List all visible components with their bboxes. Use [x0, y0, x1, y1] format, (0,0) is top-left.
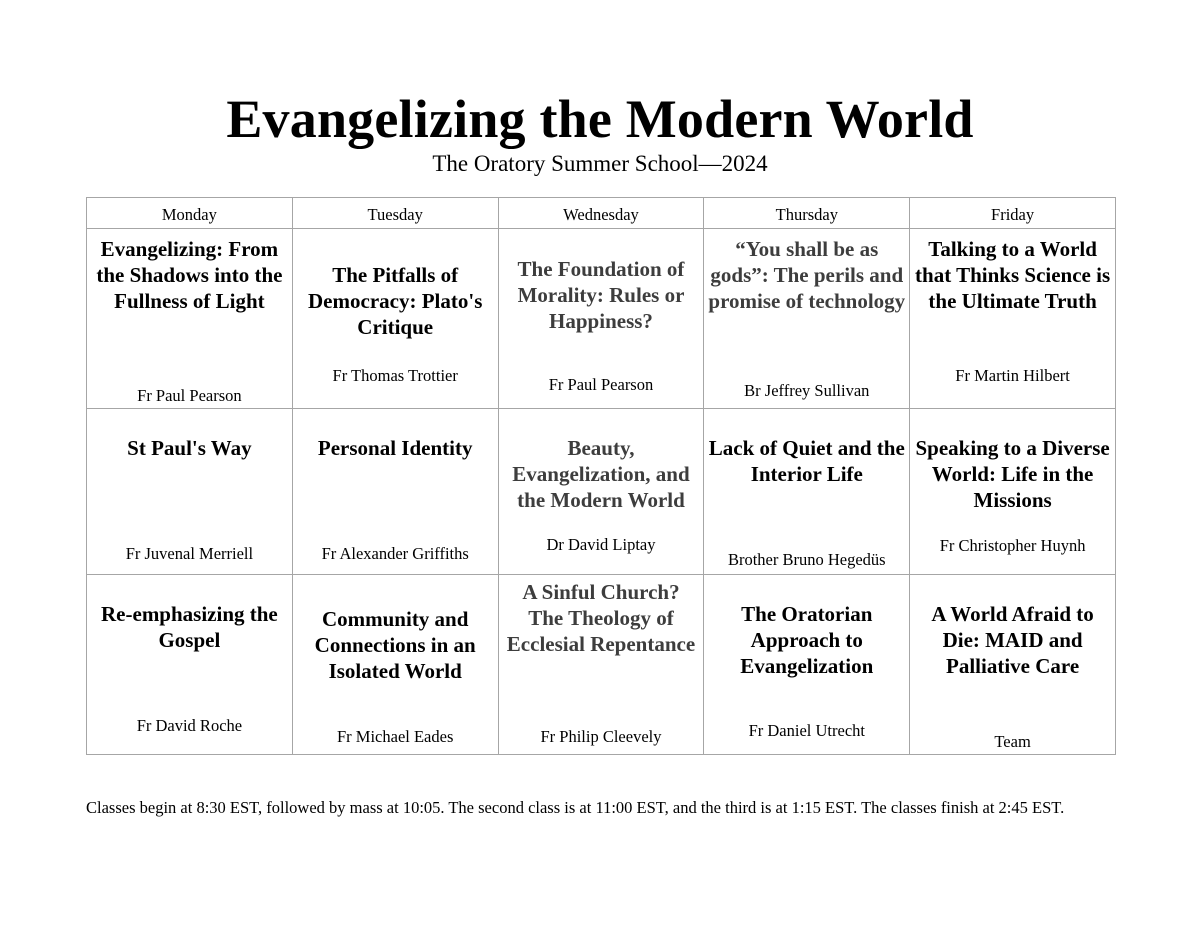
lecturer-name: Fr Michael Eades [337, 727, 454, 746]
lecturer-name: Fr Paul Pearson [548, 375, 654, 394]
course-title: Evangelizing: From the Shadows into the Fullness of Light [96, 237, 283, 313]
course-title: Speaking to a Diverse World: Life in the Missions [915, 436, 1110, 512]
lecturer-name: Fr Juvenal Merriell [125, 544, 254, 563]
lecturer-name: Fr David Roche [136, 716, 243, 735]
schedule-cell [910, 409, 1116, 575]
schedule-cell [292, 229, 498, 409]
class-row-3 [87, 575, 1116, 755]
schedule-cell [704, 575, 910, 755]
schedule-cell [498, 229, 704, 409]
course-title: Beauty, Evangelization, and the Modern World [512, 436, 690, 512]
course-title: The Oratorian Approach to Evangelization [740, 602, 874, 678]
lecturer-name: Br Jeffrey Sullivan [744, 381, 870, 400]
course-title: The Pitfalls of Democracy: Plato's Critique [308, 263, 483, 339]
lecturer-name: Brother Bruno Hegedüs [727, 550, 886, 569]
schedule-cell [498, 409, 704, 575]
schedule-cell [704, 409, 910, 575]
schedule-cell [292, 575, 498, 755]
schedule-cell [87, 575, 293, 755]
day-header-monday: Monday [87, 198, 293, 229]
page-title: Evangelizing the Modern World [226, 89, 974, 149]
page-subtitle: The Oratory Summer School—2024 [432, 151, 768, 176]
lecturer-name: Fr Alexander Griffiths [321, 544, 469, 563]
class-row-2 [87, 409, 1116, 575]
course-title: Talking to a World that Thinks Science is the Ultimate Truth [915, 237, 1111, 313]
course-title: The Foundation of Morality: Rules or Happiness? [517, 257, 685, 333]
schedule-cell [87, 409, 293, 575]
course-title: Personal Identity [317, 436, 473, 460]
schedule-cell [910, 229, 1116, 409]
lecturer-name: Fr Thomas Trottier [332, 366, 458, 385]
day-header-friday: Friday [910, 198, 1116, 229]
lecturer-name: Fr Philip Cleevely [540, 727, 662, 746]
lecturer-name: Team [994, 732, 1031, 751]
lecturer-name: Dr David Liptay [546, 535, 656, 554]
course-title: Lack of Quiet and the Interior Life [708, 436, 905, 486]
day-header-thursday: Thursday [704, 198, 910, 229]
course-title: A World Afraid to Die: MAID and Palliative Care [931, 602, 1094, 678]
course-title: Community and Connections in an Isolated World [314, 607, 476, 683]
lecturer-name: Fr Martin Hilbert [955, 366, 1070, 385]
course-title: St Paul's Way [127, 436, 252, 460]
lecturer-name: Fr Paul Pearson [137, 386, 242, 405]
day-header-tuesday: Tuesday [292, 198, 498, 229]
schedule-cell [292, 409, 498, 575]
schedule-footnote: Classes begin at 8:30 EST, followed by mass at 10:05. The second class is at 11:00 EST, and the third is at 1:15 EST. The classes finish at 2:45 EST. [86, 798, 1065, 817]
schedule-cell [704, 229, 910, 409]
schedule-cell [498, 575, 704, 755]
day-header-wednesday: Wednesday [498, 198, 704, 229]
lecturer-name: Fr Daniel Utrecht [748, 721, 865, 740]
day-header-row [87, 198, 1116, 229]
schedule-table [86, 197, 1116, 755]
course-title: “You shall be as gods”: The perils and promise of technology [708, 237, 906, 313]
schedule-cell [87, 229, 293, 409]
course-title: A Sinful Church? The Theology of Ecclesial Repentance [506, 580, 696, 656]
class-row-1 [87, 229, 1116, 409]
course-title: Re-emphasizing the Gospel [101, 602, 278, 652]
schedule-cell [910, 575, 1116, 755]
lecturer-name: Fr Christopher Huynh [939, 536, 1086, 555]
